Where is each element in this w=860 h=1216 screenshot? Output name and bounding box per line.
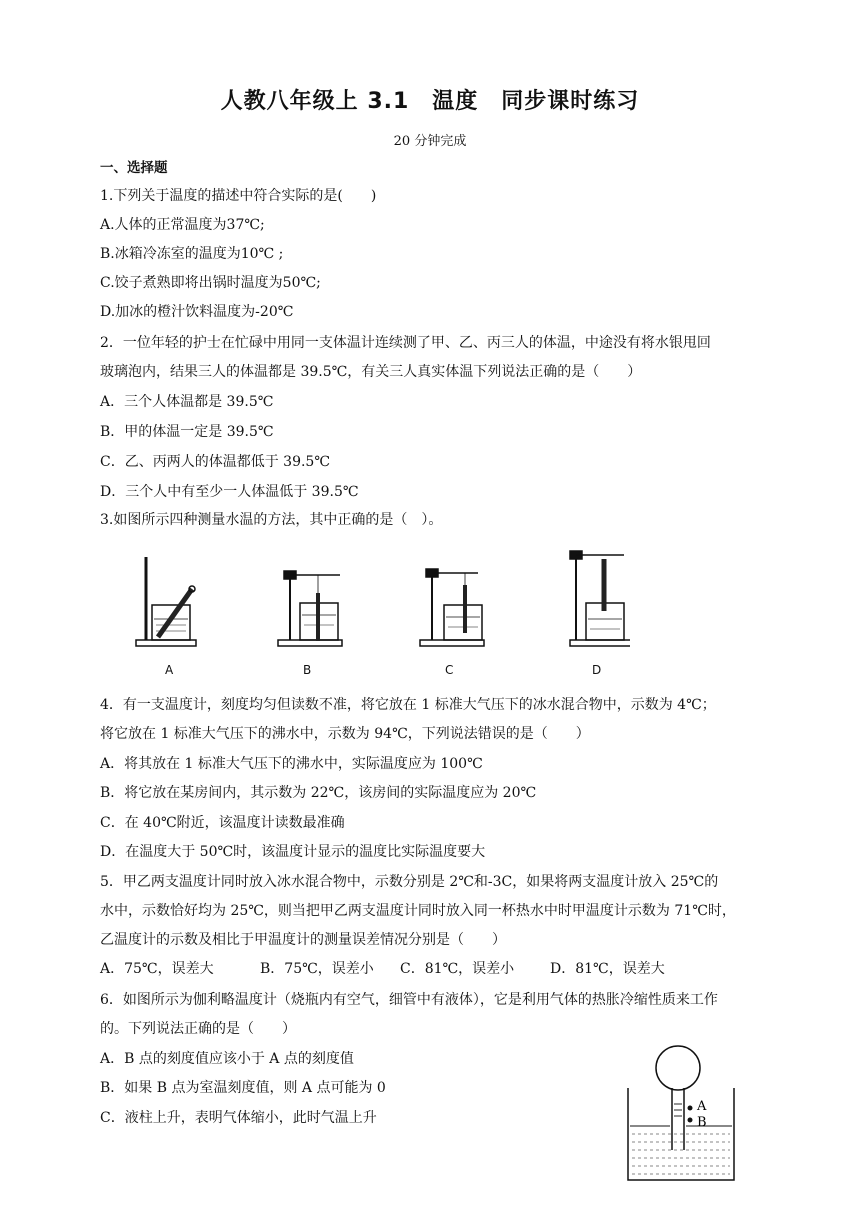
- q6-option-c: C．液柱上升，表明气体缩小，此时气温上升: [100, 1110, 377, 1126]
- q2-option-c: C．乙、丙两人的体温都低于 39.5℃: [100, 454, 330, 470]
- q2-stem-line2: 玻璃泡内，结果三人的体温都是 39.5℃，有关三人真实体温下列说法正确的是（ ）: [100, 364, 642, 380]
- q3-stem: 3.如图所示四种测量水温的方法，其中正确的是（ ）。: [100, 512, 443, 528]
- galileo-thermometer-diagram: [622, 1038, 742, 1188]
- q4-option-a: A．将其放在 1 标准大气压下的沸水中，实际温度应为 100℃: [100, 756, 483, 772]
- q3-figure: [130, 545, 630, 685]
- page-subtitle: 20 分钟完成: [393, 134, 467, 149]
- stand-base-a: [136, 640, 196, 646]
- q5-option-a: A．75℃，误差大: [100, 961, 214, 977]
- q5-stem-line3: 乙温度计的示数及相比于甲温度计的测量误差情况分别是（ ）: [100, 932, 506, 948]
- q2-stem-line1: 2．一位年轻的护士在忙碌中用同一支体温计连续测了甲、乙、丙三人的体温，中途没有将水银甩回: [100, 335, 711, 351]
- figure-label-a: A: [165, 663, 174, 677]
- q5-option-b: B．75℃，误差小: [260, 961, 374, 977]
- figure-label-c: C: [445, 663, 454, 677]
- galileo-thermometer-figure: [622, 1038, 742, 1188]
- q6-option-a: A．B 点的刻度值应该小于 A 点的刻度值: [100, 1051, 354, 1067]
- section-heading: 一、选择题: [100, 160, 168, 176]
- q1-stem: 1.下列关于温度的描述中符合实际的是( ): [100, 188, 377, 204]
- q5-options: [100, 959, 780, 979]
- q4-stem-line2: 将它放在 1 标准大气压下的沸水中，示数为 94℃，下列说法错误的是（ ）: [100, 726, 590, 742]
- q4-option-b: B．将它放在某房间内，其示数为 22℃，该房间的实际温度应为 20℃: [100, 785, 537, 801]
- point-b-label: B: [697, 1115, 707, 1130]
- q4-option-c: C．在 40℃附近，该温度计读数最准确: [100, 815, 345, 831]
- q1-option-b: B.冰箱冷冻室的温度为10℃ ;: [100, 246, 284, 262]
- figure-label-b: B: [303, 663, 312, 677]
- q2-option-d: D．三个人中有至少一人体温低于 39.5℃: [100, 484, 359, 500]
- q1-option-d: D.加冰的橙汁饮料温度为-20℃: [100, 304, 294, 320]
- q5-stem-line2: 水中，示数恰好均为 25℃，则当把甲乙两支温度计同时放入同一杯热水中时甲温度计示数为 71℃时，: [100, 903, 736, 919]
- q5-option-c: C．81℃，误差小: [400, 961, 515, 977]
- figure-label-d: D: [592, 663, 602, 677]
- page-title: 人教八年级上 3.1 温度 同步课时练习: [220, 89, 640, 114]
- q1-option-a: A.人体的正常温度为37℃;: [100, 217, 265, 233]
- q6-option-b: B．如果 B 点为室温刻度值，则 A 点可能为 0: [100, 1080, 386, 1096]
- q5-stem-line1: 5．甲乙两支温度计同时放入冰水混合物中，示数分别是 2℃和-3C，如果将两支温度计放入 25℃的: [100, 874, 719, 890]
- q6-stem-line1: 6．如图所示为伽利略温度计（烧瓶内有空气，细管中有液体），它是利用气体的热胀冷缩性质来工作: [100, 992, 718, 1008]
- q4-option-d: D．在温度大于 50℃时，该温度计显示的温度比实际温度要大: [100, 844, 486, 860]
- point-a-dot: [688, 1106, 693, 1111]
- thermometer-setups-diagram: [130, 545, 630, 685]
- q2-option-b: B．甲的体温一定是 39.5℃: [100, 424, 274, 440]
- q6-stem-line2: 的。下列说法正确的是（ ）: [100, 1021, 296, 1037]
- point-b-dot: [688, 1118, 693, 1123]
- q4-stem-line1: 4．有一支温度计，刻度均匀但读数不准，将它放在 1 标准大气压下的冰水混合物中，示数为 4℃；: [100, 697, 716, 713]
- q2-option-a: A．三个人体温都是 39.5℃: [100, 394, 274, 410]
- point-a-label: A: [697, 1099, 707, 1114]
- q1-option-c: C.饺子煮熟即将出锅时温度为50℃;: [100, 275, 321, 291]
- q5-option-d: D．81℃，误差大: [550, 961, 665, 977]
